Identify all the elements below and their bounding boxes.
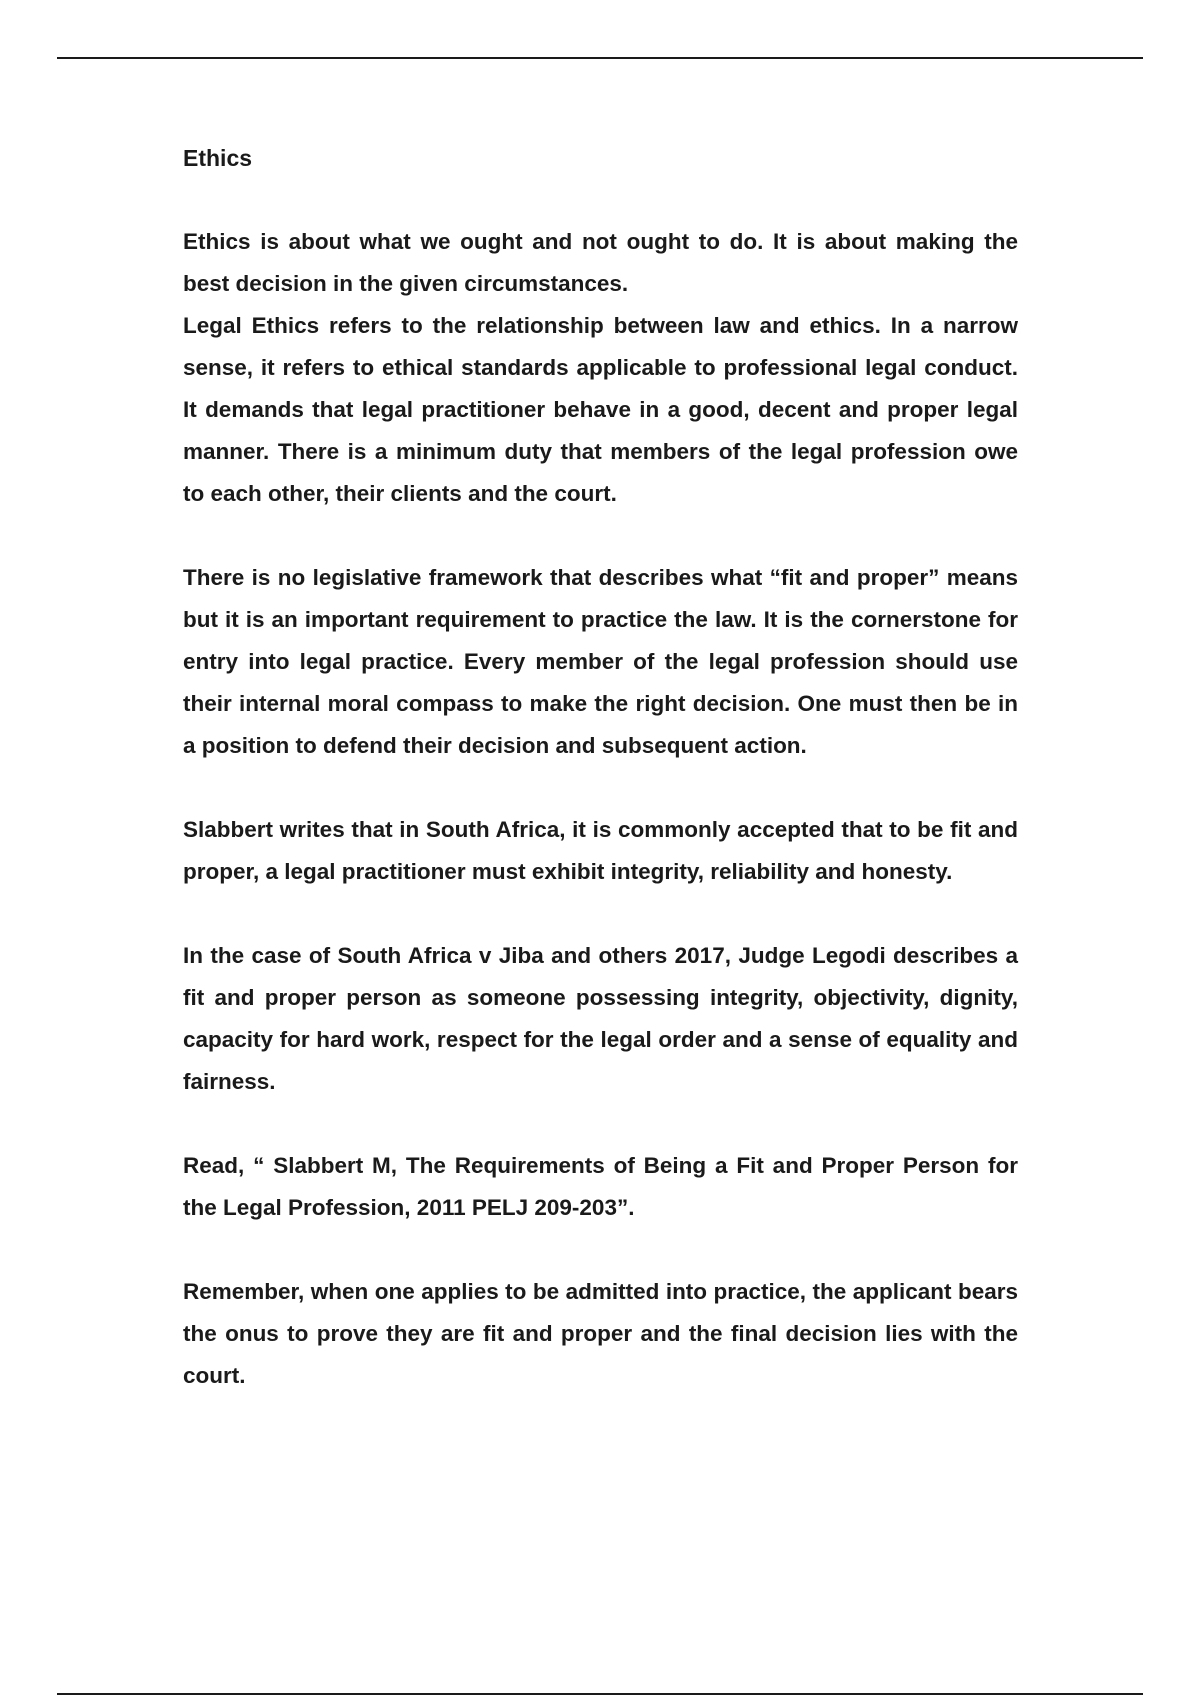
paragraph-ethics-definition: Ethics is about what we ought and not ought to do. It is about making the best decision in the given circumstances. <box>183 229 1018 296</box>
header-rule <box>57 57 1143 59</box>
document-body <box>183 143 1018 1397</box>
paragraph-jiba-case: In the case of South Africa v Jiba and others 2017, Judge Legodi describes a fit and proper person as someone possessing integrity, objectivity, dignity, capacity for hard work, respect for the legal order and a sense of equality and fairness. <box>183 943 1018 1094</box>
paragraph-fit-and-proper: There is no legislative framework that describes what “fit and proper” means but it is an important requirement to practice the law. It is the cornerstone for entry into legal practice. Every member of the legal profession should use their internal moral compass to make the right decision. One must then be in a position to defend their decision and subsequent action. <box>183 565 1018 758</box>
document-title: Ethics <box>183 145 253 171</box>
paragraph-legal-ethics: Legal Ethics refers to the relationship between law and ethics. In a narrow sense, it refers to ethical standards applicable to professional legal conduct. It demands that legal practitioner behave in a good, decent and proper legal manner. There is a minimum duty that members of the legal profession owe to each other, their clients and the court. <box>183 313 1018 506</box>
paragraph-reading: Read, “ Slabbert M, The Requirements of Being a Fit and Proper Person for the Legal Profession, 2011 PELJ 209-203”. <box>183 1153 1018 1220</box>
paragraph-admission: Remember, when one applies to be admitted into practice, the applicant bears the onus to prove they are fit and proper and the final decision lies with the court. <box>183 1279 1018 1388</box>
footer-rule <box>57 1693 1143 1695</box>
paragraph-slabbert: Slabbert writes that in South Africa, it is commonly accepted that to be fit and proper, a legal practitioner must exhibit integrity, reliability and honesty. <box>183 817 1018 884</box>
